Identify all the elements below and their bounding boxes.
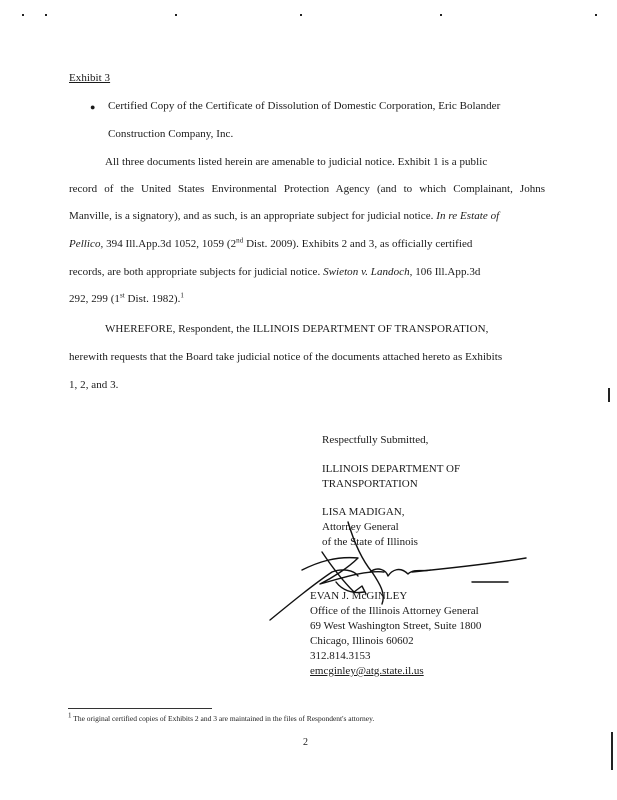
attorney-general-state: of the State of Illinois xyxy=(322,536,418,548)
paragraph-text: records, are both appropriate subjects for judicial notice. xyxy=(69,266,321,278)
footnote xyxy=(68,711,375,723)
signer-name: EVAN J. McGINLEY xyxy=(310,590,408,602)
scan-mark xyxy=(175,14,177,16)
scan-mark xyxy=(22,14,24,16)
footnote-reference: 1 xyxy=(180,291,184,300)
paragraph-line xyxy=(69,266,480,278)
footnote-text: The original certified copies of Exhibits 2 and 3 are maintained in the files of Respondent's attorney. xyxy=(71,714,375,723)
ordinal-superscript: st xyxy=(119,291,125,300)
office-name: Office of the Illinois Attorney General xyxy=(310,605,479,617)
paragraph-text: 106 Ill.App.3d xyxy=(412,266,481,278)
scan-mark xyxy=(45,14,47,16)
paragraph-line: herewith requests that the Board take judicial notice of the documents attached hereto as Exhibits xyxy=(69,351,503,363)
exhibit-heading: Exhibit 3 xyxy=(69,72,111,84)
ordinal-superscript: nd xyxy=(236,236,244,245)
bullet-marker: ● xyxy=(90,102,96,112)
attorney-general-title: Attorney General xyxy=(322,521,399,533)
paragraph-text: Dist. 1982). xyxy=(124,293,181,305)
footnote-divider xyxy=(68,708,212,709)
phone-number: 312.814.3153 xyxy=(310,650,371,662)
scan-mark xyxy=(611,732,613,770)
case-citation: Pellico, xyxy=(69,238,104,250)
scan-mark xyxy=(608,388,610,402)
paragraph-line: All three documents listed herein are amenable to judicial notice. Exhibit 1 is a public xyxy=(105,156,488,168)
agency-name: TRANSPORTATION xyxy=(322,478,418,490)
paragraph-line xyxy=(69,183,545,195)
scan-mark xyxy=(595,14,597,16)
city-address: Chicago, Illinois 60602 xyxy=(310,635,414,647)
page-number: 2 xyxy=(303,737,308,748)
email-link[interactable]: emcginley@atg.state.il.us xyxy=(310,665,424,677)
paragraph-text: record of the United States Environmental Protection Agency (and to which Complainant, Johns xyxy=(69,183,545,195)
footnote-number: 1 xyxy=(68,711,72,720)
attorney-general-name: LISA MADIGAN, xyxy=(322,506,405,518)
agency-name: ILLINOIS DEPARTMENT OF xyxy=(322,463,461,475)
case-citation: Swieton v. Landoch, xyxy=(323,266,413,278)
paragraph-text: 292, 299 (1 xyxy=(69,293,120,305)
paragraph-line xyxy=(69,238,473,250)
paragraph-line: WHEREFORE, Respondent, the ILLINOIS DEPARTMENT OF TRANSPORATION, xyxy=(105,323,489,335)
paragraph-text: 394 Ill.App.3d 1052, 1059 (2 xyxy=(103,238,237,250)
scan-mark xyxy=(440,14,442,16)
street-address: 69 West Washington Street, Suite 1800 xyxy=(310,620,482,632)
paragraph-line xyxy=(69,293,184,305)
paragraph-text: Manville, is a signatory), and as such, is an appropriate subject for judicial notice. xyxy=(69,210,434,222)
bullet-item-line: Certified Copy of the Certificate of Dissolution of Domestic Corporation, Eric Bolander xyxy=(108,100,501,112)
paragraph-line: 1, 2, and 3. xyxy=(69,379,119,391)
scan-mark xyxy=(300,14,302,16)
paragraph-text: Dist. 2009). Exhibits 2 and 3, as officially certified xyxy=(243,238,473,250)
case-citation: In re Estate of xyxy=(436,210,500,222)
closing-line: Respectfully Submitted, xyxy=(322,434,429,446)
paragraph-line xyxy=(69,210,499,222)
bullet-item-line: Construction Company, Inc. xyxy=(108,128,234,140)
